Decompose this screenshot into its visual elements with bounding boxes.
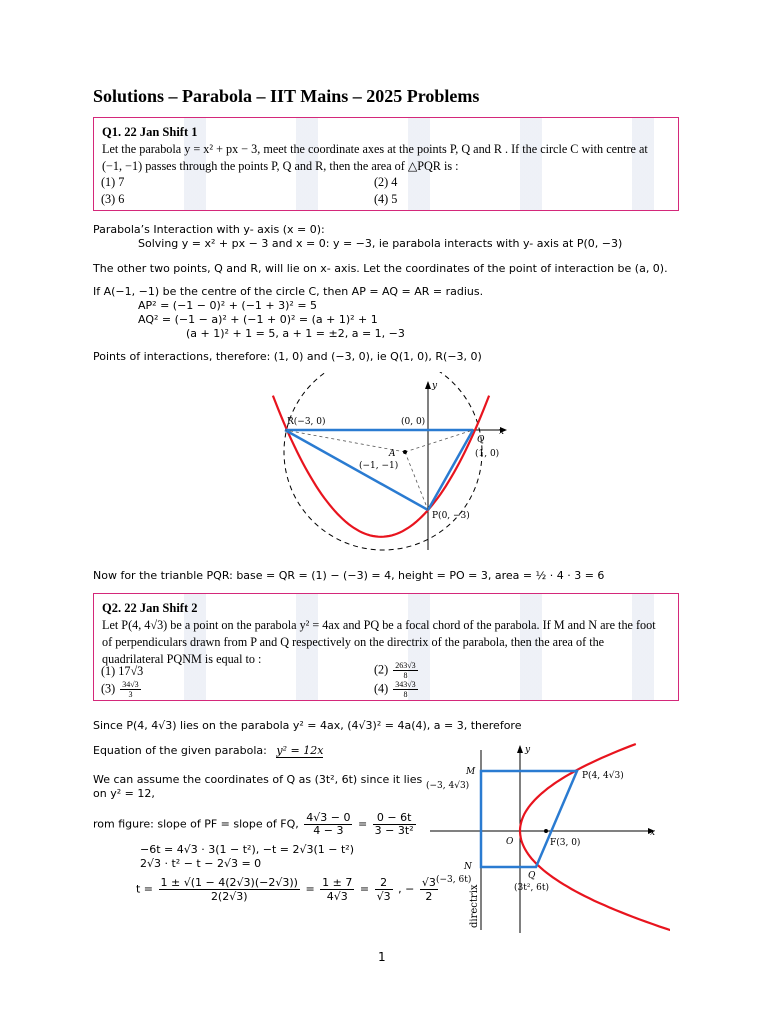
sol2-line-4: on y² = 12, — [93, 787, 155, 800]
fig2-focus-point — [544, 829, 548, 833]
q1-option-2: (2) 4 — [374, 175, 398, 189]
question-1-heading: Q1. 22 Jan Shift 1 — [102, 125, 198, 139]
q1-option-3: (3) 6 — [101, 192, 125, 206]
sol2-line-8: t = $\frac{1 \pm √(1 - 4(2√3)(-2√3))}{2(2√3)}$ = $\frac{1 \pm 7}{4√3}$ = $\frac{2}{√3}$ , − $\frac{√3}{2}$ — [136, 876, 436, 903]
fig1-y-arrow — [425, 381, 431, 389]
fig2-label-y: y — [525, 745, 531, 755]
q2-option-3-den: 3 — [128, 690, 133, 699]
sol1-line-7: (a + 1)² + 1 = 5, a + 1 = ±2, a = 1, −3 — [186, 327, 405, 340]
fig2-label-directrix: directrix — [469, 884, 480, 928]
sol2-slope-pf-den: 4 − 3 — [313, 824, 344, 837]
sol2-line-3: We can assume the coordinates of Q as (3t², 6t) since it lies — [93, 773, 423, 786]
q2-option-4 — [374, 680, 420, 699]
question-2-heading: Q2. 22 Jan Shift 2 — [102, 601, 198, 615]
question-1-line-1: Let the parabola y = x² + px − 3, meet the coordinate axes at the points P, Q and R . If the circle C with centre at — [102, 142, 648, 156]
sol2-t-frac4-den: 2 — [425, 890, 433, 903]
sol2-line-2 — [93, 744, 323, 757]
sol2-t-frac2-den: 4√3 — [326, 890, 348, 903]
sol1-line-9: Now for the trianble PQR: base = QR = (1) − (−3) = 4, height = PO = 3, area = ½ · 4 · 3 = 6 — [93, 569, 605, 582]
sol2-t-label: t = — [136, 882, 154, 896]
sol1-line-5: AP² = (−1 − 0)² + (−1 + 3)² = 5 — [138, 299, 318, 312]
sol2-t-frac1-num: 1 ± √(1 − 4(2√3)(−2√3)) — [160, 876, 298, 889]
question-2-line-2: of perpendiculars drawn from P and Q respectively on the directrix of the parabola, then the area of the — [102, 635, 605, 649]
sol2-parabola-equation: y² = 12x — [276, 744, 324, 757]
sol1-line-6: AQ² = (−1 − a)² + (−1 + 0)² = (a + 1)² + 1 — [138, 313, 378, 326]
q1-option-1: (1) 7 — [101, 175, 125, 189]
sol2-line-5: rom figure: slope of PF = slope of FQ, $\frac{4√3 - 0}{4 - 3}$ = $\frac{0 - 6t}{\text{3 − 3t²}}$ — [93, 811, 414, 837]
sol1-line-4: If A(−1, −1) be the centre of the circle C, then AP = AQ = AR = radius. — [93, 285, 484, 298]
fig2-label-Q: Q — [528, 871, 536, 881]
sol1-line-8: Points of interactions, therefore: (1, 0) and (−3, 0), ie Q(1, 0), R(−3, 0) — [93, 350, 482, 363]
fig1-label-P: P(0, −3) — [432, 511, 470, 521]
question-2-line-3: quadrilateral PQNM is equal to : — [102, 652, 262, 666]
q1-option-4: (4) 5 — [374, 192, 398, 206]
fig2-label-F: F(3, 0) — [550, 838, 581, 848]
q2-option-2-num: 263√3 — [395, 661, 416, 670]
sol2-t-frac3-num: 2 — [375, 876, 393, 890]
sol1-line-1: Parabola’s Interaction with y- axis (x = 0): — [93, 223, 325, 236]
fig2-label-N-coord: (−3, 6t) — [436, 875, 472, 885]
sol2-line-7: 2√3 · t² − t − 2√3 = 0 — [140, 857, 262, 870]
sol2-t-frac1-den: 2(2√3) — [210, 890, 248, 903]
q2-option-4-den: 8 — [403, 690, 408, 699]
page-number: 1 — [378, 950, 386, 964]
sol2-line-6: −6t = 4√3 · 3(1 − t²), −t = 2√3(1 − t²) — [140, 843, 355, 856]
sol2-line-1: Since P(4, 4√3) lies on the parabola y² = 4ax, (4√3)² = 4a(4), a = 3, therefore — [93, 719, 522, 732]
figure-2-parabola-focal-chord — [420, 738, 670, 938]
fig2-label-P: P(4, 4√3) — [582, 771, 624, 781]
q2-option-3-label: (3) — [101, 681, 116, 696]
fig1-label-y: y — [432, 381, 438, 391]
fig1-label-O: (0, 0) — [401, 417, 426, 427]
sol1-line-3: The other two points, Q and R, will lie on x- axis. Let the coordinates of the point of interaction be (a, 0). — [93, 262, 668, 275]
q2-option-4-label: (4) — [374, 681, 389, 696]
sol2-slope-fq-num: 0 − 6t — [373, 812, 416, 825]
q2-option-3-num: 34√3 — [122, 680, 139, 689]
fig2-label-M: M — [466, 767, 476, 777]
fig2-y-arrow — [517, 745, 523, 753]
fig2-label-Q-coord: (3t², 6t) — [514, 883, 550, 893]
page-title: Solutions – Parabola – IIT Mains – 2025 Problems — [93, 86, 480, 106]
sol2-t-frac2-num: 1 ± 7 — [322, 876, 353, 889]
fig2-quadrilateral-PQNM — [481, 771, 577, 867]
fig2-label-x: x — [650, 828, 656, 838]
fig1-label-A-coord: (−1, −1) — [359, 461, 399, 471]
fig1-center-point — [403, 450, 407, 454]
figure-1-parabola-circle — [255, 372, 515, 557]
q2-option-4-num: 343√3 — [395, 680, 416, 689]
q2-option-3 — [101, 680, 143, 699]
fig1-label-R: R(−3, 0) — [287, 417, 326, 427]
fig2-label-M-coord: (−3, 4√3) — [426, 781, 470, 791]
fig1-label-Q: Q — [477, 435, 485, 445]
sol2-slope-fq-den: 3 − 3t² — [374, 824, 414, 837]
sol2-t-frac4-num: √3 — [421, 876, 436, 889]
fig2-label-O: O — [506, 837, 514, 847]
sol2-t-frac3-den: √3 — [376, 890, 391, 903]
sol2-line-5-label: rom figure: slope of PF = slope of FQ, — [93, 817, 299, 831]
sol2-line-2-label: Equation of the given parabola: — [93, 744, 267, 757]
q2-option-1: (1) 17√3 — [101, 664, 144, 678]
fig1-label-A: A — [389, 449, 396, 459]
fig1-label-x: x — [499, 427, 505, 437]
sol1-line-2: Solving y = x² + px − 3 and x = 0: y = −3, ie parabola interacts with y- axis at P(0, −3) — [138, 237, 623, 250]
q2-option-2 — [374, 661, 420, 680]
fig1-radius-AP — [405, 452, 428, 510]
fig1-label-Q-coord: (1, 0) — [475, 449, 500, 459]
q2-option-2-den: 8 — [403, 671, 408, 680]
question-1-line-2: (−1, −1) passes through the points P, Q and R, then the area of △PQR is : — [102, 159, 459, 173]
q2-option-2-label: (2) — [374, 662, 389, 677]
fig2-label-N: N — [464, 862, 472, 872]
sol2-slope-pf-num: 4√3 − 0 — [306, 811, 351, 824]
question-2-line-1: Let P(4, 4√3) be a point on the parabola y² = 4ax and PQ be a focal chord of the parabola. If M and N are the foot — [102, 618, 656, 632]
